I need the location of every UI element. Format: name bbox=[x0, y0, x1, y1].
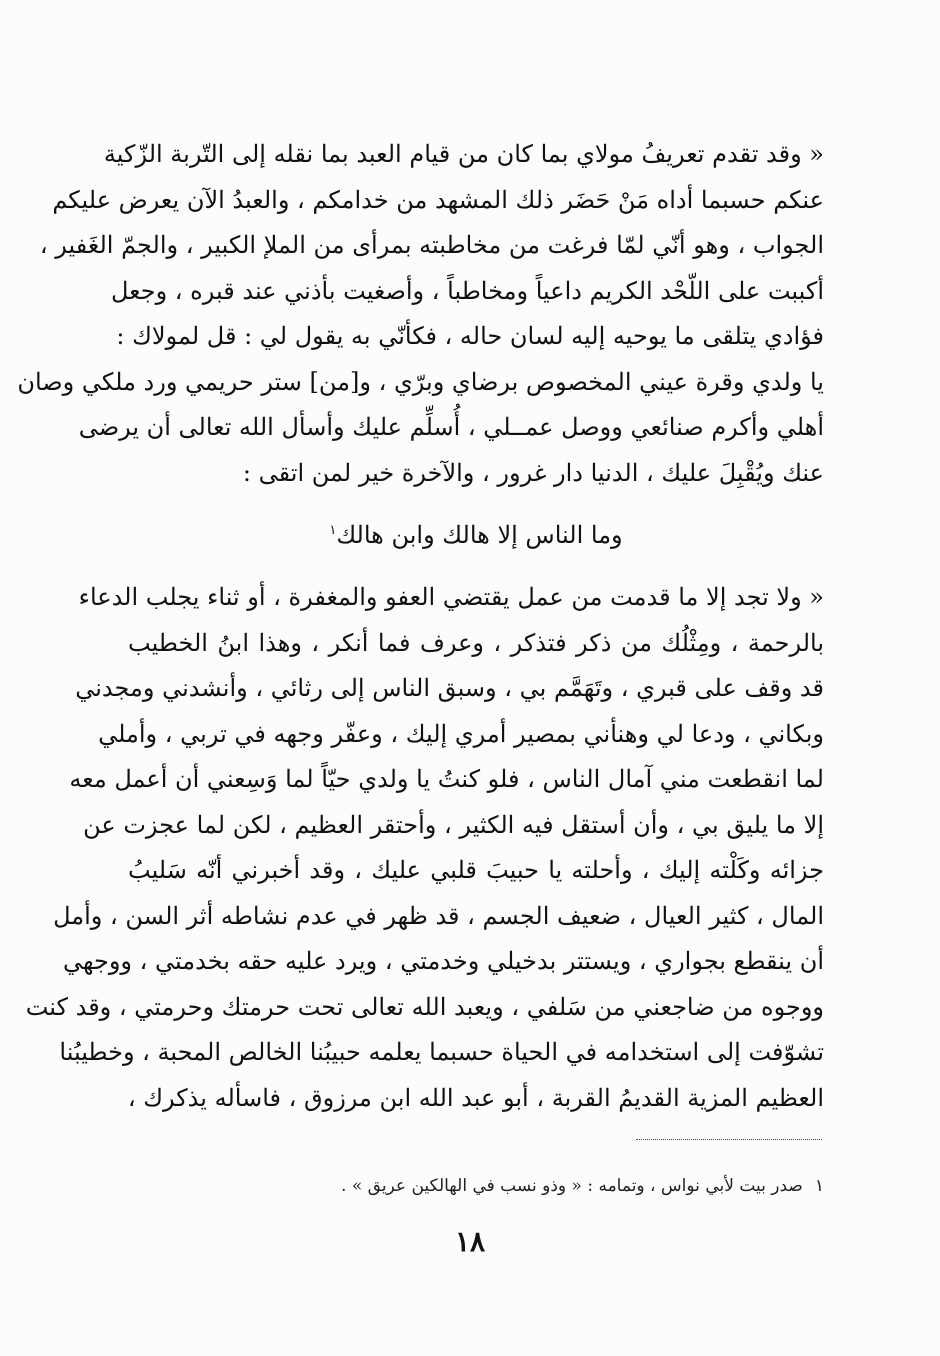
text-line: تشوّفت إلى استخدامه في الحياة حسبما يعلمه حبيبُنا الخالص المحبة ، وخطيبُنا bbox=[59, 1038, 824, 1066]
text-line: المال ، كثير العيال ، ضعيف الجسم ، قد ظهر في عدم نشاطه أثر السن ، وأمل bbox=[53, 901, 824, 930]
text-line: الجواب ، وهو أنّي لمّا فرغت من مخاطبته بمرأى من الملإ الكبير ، والجمّ الغَفير ، bbox=[39, 231, 824, 259]
text-line: العظيم المزية القديمُ القربة ، أبو عبد الله ابن مرزوق ، فاسأله يذكرك ، bbox=[127, 1083, 824, 1112]
footnote-reference: ١ bbox=[329, 523, 337, 538]
text-line: يا ولدي وقرة عيني المخصوص برضاي وبرّي ، و[من] ستر حريمي ورد ملكي وصان bbox=[17, 367, 824, 396]
footnote bbox=[128, 1172, 824, 1200]
text-line: عنكم حسبما أداه مَنْ حَضَر ذلك المشهد من خدامكم ، والعبدُ الآن يعرض عليكم bbox=[52, 185, 824, 214]
text-line: أكببت على اللّحْد الكريم داعياً ومخاطباً ، وأصغيت بأذني عند قبره ، وجعل bbox=[111, 276, 824, 305]
text-line: بالرحمة ، ومِثْلُك من ذكر فتذكر ، وعرف فما أنكر ، وهذا ابنُ الخطيب bbox=[128, 628, 824, 657]
text-line: « وقد تقدم تعريفُ مولاي بما كان من قيام العبد بما نقله إلى التّربة الزّكية bbox=[103, 140, 824, 168]
page-number: ١٨ bbox=[454, 1225, 486, 1258]
text-line: قد وقف على قبري ، وتَهَمَّم بي ، وسبق الناس إلى رثائي ، وأنشدني ومجدني bbox=[75, 674, 824, 702]
footnote-separator bbox=[636, 1139, 822, 1140]
text-line: لما انقطعت مني آمال الناس ، فلو كنتُ يا ولدي حيّاً لما وَسِعني أن أعمل معه bbox=[69, 765, 824, 793]
text-line: ووجوه من ضاجعني من سَلفي ، ويعبد الله تعالى تحت حرمتك وحرمتي ، وقد كنت bbox=[25, 992, 824, 1021]
text-line: وبكاني ، ودعا لي وهنأني بمصير أمري إليك ، وعفّر وجهه في تربي ، وأملي bbox=[98, 719, 824, 748]
text-line: فؤادي يتلقى ما يوحيه إليه لسان حاله ، فكأنّي به يقول لي : قل لمولاك : bbox=[116, 322, 824, 350]
footnote-text: صدر بيت لأبي نواس ، وتمامه : « وذو نسب في الهالكين عريق » . bbox=[341, 1176, 803, 1196]
text-line: أهلي وأكرم صنائعي ووصل عمــلي ، أُسلِّم عليك وأسأل الله تعالى أن يرضى bbox=[78, 413, 824, 441]
verse-text: وما الناس إلا هالك وابن هالك bbox=[336, 521, 623, 549]
text-line: عنك ويُقْبِلَ عليك ، الدنيا دار غرور ، والآخرة خير لمن اتقى : bbox=[242, 458, 824, 487]
poetry-verse bbox=[128, 508, 824, 553]
footnote-number: ١ bbox=[814, 1176, 824, 1196]
paragraph-1 bbox=[17, 132, 824, 496]
text-line: جزائه وكَلْته إليك ، وأحلته يا حبيبَ قلبي عليك ، وقد أخبرني أنّه سَليبُ bbox=[128, 856, 824, 884]
text-line: إلا ما يليق بي ، وأن أستقل فيه الكثير ، وأحتقر العظيم ، لكن لما عجزت عن bbox=[83, 810, 824, 839]
text-line: أن ينقطع بجواري ، ويستتر بدخيلي وخدمتي ، ويرد عليه حقه بخدمتي ، ووجهي bbox=[62, 947, 824, 975]
text-line: « ولا تجد إلا ما قدمت من عمل يقتضي العفو والمغفرة ، أو ثناء يجلب الدعاء bbox=[78, 583, 824, 611]
paragraph-2 bbox=[25, 575, 824, 1121]
